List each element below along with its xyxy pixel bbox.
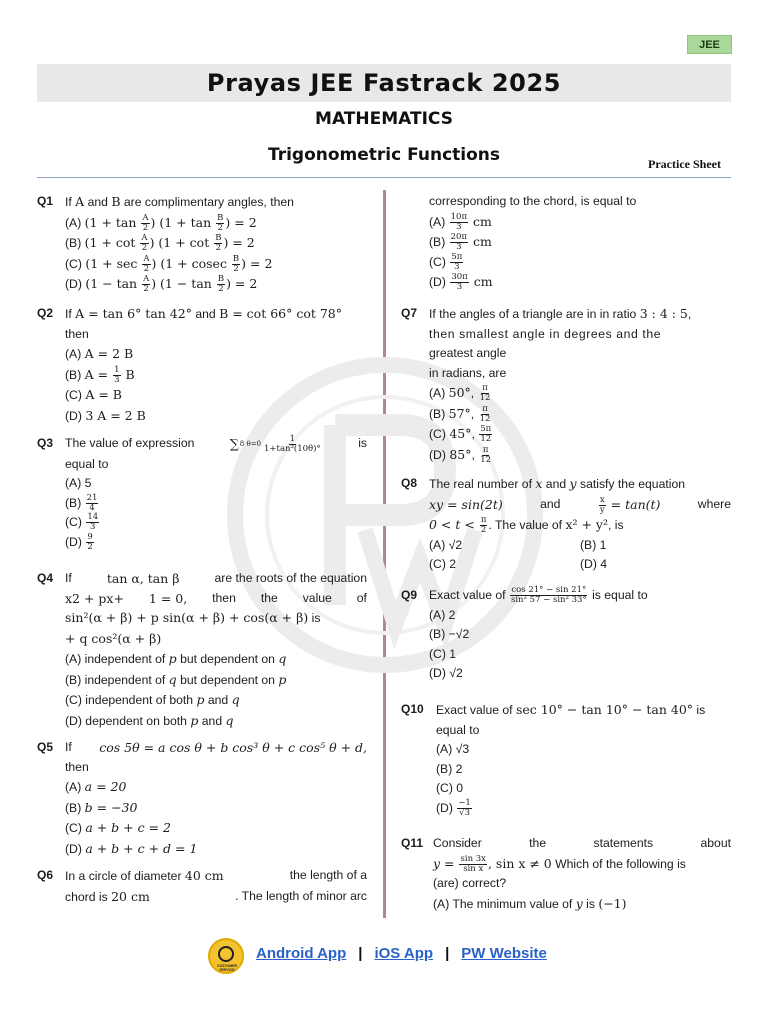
option-a[interactable]: (A) $\frac{10\pi}{3}$ cm	[429, 211, 492, 232]
option-b[interactable]: (B) 1	[580, 537, 607, 552]
chapter-title: Trigonometric Functions	[267, 145, 501, 165]
option-c[interactable]: (C) A = B	[65, 387, 122, 402]
option-b[interactable]: (B) $\frac{20\pi}{3}$ cm	[429, 232, 492, 253]
option-a[interactable]: (A) 50°, $\frac{\pi}{12}$	[429, 383, 491, 404]
option-a[interactable]: (A) A = 2 B	[65, 346, 134, 361]
question-2: Q2 If A = tan 6° tan 42° and B = cot 66° cot 78° then (A) A = 2 B (B) A = $\frac{1}{3}$ B (C) A = B (D) 3 A = 2 B	[37, 304, 367, 426]
option-c[interactable]: (C) (1 + sec $\frac{A}{2}$ ) (1 + cosec $\frac{B}{2}$ ) = 2	[65, 253, 273, 274]
question-number: Q3	[37, 436, 54, 450]
option-a[interactable]: (A) The minimum value of y is (−1)	[433, 895, 627, 911]
math-expr: A	[75, 194, 85, 209]
question-11: Q11 Consider the statements about y = $\frac{\sin 3x}{\text{sin x}}$ , sin x ≠ 0 Which of the following is (are) correct? (A) The minimum value of y is (−1)	[401, 834, 731, 914]
option-a[interactable]: (A) 5	[65, 476, 92, 490]
question-6-continued: corresponding to the chord, is equal to (A) $\frac{10\pi}{3}$ cm (B) $\frac{20\pi}{3}$ cm (C) $\frac{5\pi}{3}$ (D) $\frac{30\pi}{3}$ cm	[401, 192, 731, 293]
question-8: Q8 The real number of x and y satisfy the equation xy = sin(2t) and $\frac{x}{y}$ = tan(t) where 0 < t < $\frac{\pi}{2}$ . The value of x² + y², is (A) √2 (B) 1 (C) 2 (D) 4	[401, 474, 731, 575]
practice-sheet-label: Practice Sheet	[648, 157, 721, 171]
pw-website-link[interactable]: PW Website	[461, 945, 547, 962]
header-divider	[37, 177, 731, 178]
customer-service-icon[interactable]: CUSTOMER SERVICE	[208, 938, 244, 974]
question-number: Q7	[401, 306, 418, 320]
question-number: Q4	[37, 571, 54, 585]
option-d[interactable]: (D) $\frac{9}{2}$	[65, 531, 93, 552]
question-number: Q8	[401, 476, 418, 490]
footer-links: Android App | iOS App | PW Website	[256, 945, 547, 962]
question-6: Q6 In a circle of diameter 40 cm the length of a chord is 20 cm . The length of minor arc	[37, 868, 367, 904]
option-a[interactable]: (A) √2	[429, 537, 463, 552]
question-text: are complimentary angles, then	[120, 195, 294, 209]
option-c[interactable]: (C) a + b + c = 2	[65, 820, 171, 835]
question-text: If	[65, 195, 76, 209]
ios-app-link[interactable]: iOS App	[374, 945, 434, 962]
question-number: Q2	[37, 306, 54, 320]
option-a[interactable]: (A) (1 + tan $\frac{A}{2}$ ) (1 + tan $\frac{B}{2}$ ) = 2	[65, 212, 257, 233]
option-d[interactable]: (D) $\frac{-1}{√3}$	[436, 797, 471, 818]
option-c[interactable]: (C) 0	[436, 781, 464, 795]
subject-title: MATHEMATICS	[315, 109, 453, 129]
option-a[interactable]: (A) 2	[429, 607, 456, 622]
option-b[interactable]: (B) 2	[436, 761, 463, 776]
question-number: Q5	[37, 740, 54, 754]
question-4: Q4 If tan α, tan β are the roots of the equation x2 + px+ 1 = 0, then the value of sin²(α + β) + p sin(α + β) + cos(α + β) is + q cos²(α + β) (A) independent of p but dependent on q (B) independent of q but dependent on p (C) independent of both p and q (D) dependent on both p and q	[37, 569, 367, 731]
option-d[interactable]: (D) $\frac{30\pi}{3}$ cm	[429, 272, 493, 293]
question-10: Q10 Exact value of sec 10° − tan 10° − tan 40° is equal to (A) √3 (B) 2 (C) 0 (D) $\frac{-1}{√3}$	[401, 700, 731, 818]
option-d[interactable]: (D) 85°, $\frac{\pi}{12}$	[429, 444, 492, 465]
option-c[interactable]: (C) 1	[429, 646, 457, 661]
option-b[interactable]: (B) −√2	[429, 627, 470, 641]
option-d[interactable]: (D) 3 A = 2 B	[65, 407, 146, 423]
question-number: Q9	[401, 588, 418, 602]
option-c[interactable]: (C) $\frac{14}{3}$	[65, 512, 99, 533]
question-1	[37, 192, 367, 295]
option-b[interactable]: (B) $\frac{21}{4}$	[65, 492, 98, 513]
option-b[interactable]: (B) b = −30	[65, 799, 138, 815]
option-c[interactable]: (C) $\frac{5\pi}{3}$	[429, 251, 463, 272]
question-3: Q3 The value of expression ∑ 8 θ=0 $\frac{1}{\text{1+tan³(10θ)°}}$ is equal to (A) 5 (B) $\frac{21}{4}$ (C) $\frac{14}{3}$ (D) $\frac{9}{2}$	[37, 434, 367, 552]
option-a[interactable]: (A) independent of p but dependent on q	[65, 651, 287, 666]
option-b[interactable]: (B) independent of q but dependent on p	[65, 671, 287, 687]
option-c[interactable]: (C) independent of both p and q	[65, 692, 240, 707]
question-text: and	[84, 195, 112, 209]
question-9: Q9 Exact value of $\frac{\cos 21^\circ - \sin 21^\circ}{\text{sin² 57 − sin² 33°}}$ is equal to (A) 2 (B) −√2 (C) 1 (D) √2	[401, 586, 731, 684]
option-a[interactable]: (A) √3	[436, 742, 470, 756]
option-b[interactable]: (B) (1 + cot $\frac{A}{2}$ ) (1 + cot $\frac{B}{2}$ ) = 2	[65, 233, 255, 253]
question-number: Q11	[401, 836, 424, 850]
option-d[interactable]: (D) a + b + c + d = 1	[65, 840, 198, 856]
question-5: Q5 If cos 5θ = a cos θ + b cos³ θ + c cos⁵ θ + d, then (A) a = 20 (B) b = −30 (C) a + b + c = 2 (D) a + b + c + d = 1	[37, 738, 367, 859]
exam-badge: JEE	[687, 35, 732, 54]
option-b[interactable]: (B) 57°, $\frac{\pi}{12}$	[429, 403, 491, 424]
question-number: Q6	[37, 868, 54, 882]
android-app-link[interactable]: Android App	[256, 945, 347, 962]
question-number: Q1	[37, 194, 54, 208]
math-expr: B	[111, 194, 121, 209]
question-7: Q7 If the angles of a triangle are in in ratio 3 : 4 : 5, then smallest angle in degrees and the greatest angle in radians, are (A) 50°, $\frac{\pi}{12}$ (B) 57°, $\frac{\pi}{12}$ (C) 45°, $\frac{5\pi}{12}$ (D) 85°, $\frac{\pi}{12}$	[401, 304, 731, 465]
option-a[interactable]: (A) a = 20	[65, 779, 127, 794]
question-number: Q10	[401, 702, 424, 716]
option-b[interactable]: (B) A = $\frac{1}{3}$ B	[65, 364, 135, 385]
page-title: Prayas JEE Fastrack 2025	[206, 69, 562, 97]
option-d[interactable]: (D) dependent on both p and q	[65, 712, 234, 728]
option-d[interactable]: (D) 4	[580, 557, 608, 571]
option-d[interactable]: (D) (1 − tan $\frac{A}{2}$ ) (1 − tan $\frac{B}{2}$ ) = 2	[65, 274, 258, 294]
option-d[interactable]: (D) √2	[429, 666, 463, 680]
column-divider	[383, 190, 386, 918]
option-c[interactable]: (C) 2	[429, 557, 457, 571]
option-c[interactable]: (C) 45°, $\frac{5\pi}{12}$	[429, 424, 492, 445]
